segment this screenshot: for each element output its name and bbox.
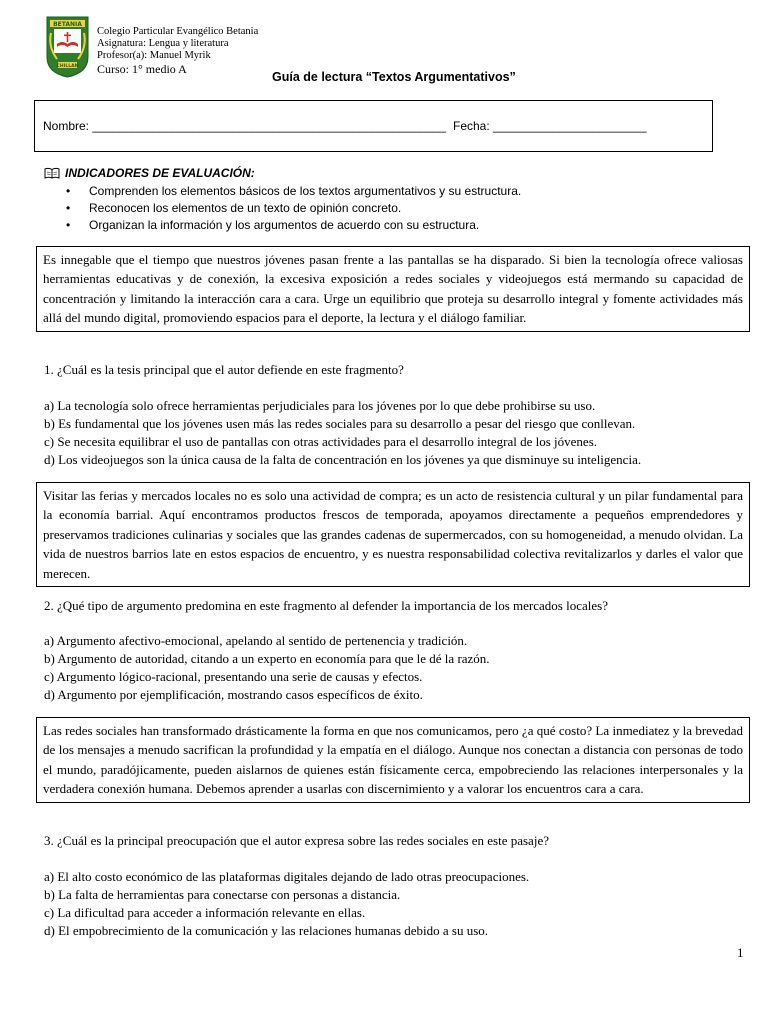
school-info xyxy=(97,26,258,76)
subject-line: Asignatura: Lengua y literatura xyxy=(97,38,229,49)
reading-passage-2: Visitar las ferias y mercados locales no es solo una actividad de compra; es un acto de resistencia cultural y un pilar fundamental para la economía barrial. Aquí encontramos productos frescos de temporada, apoyamos directamente a pequeños emprendedores y preservamos tradiciones culinarias y sociales que las grandes cadenas de supermercados, con su homogeneidad, a menudo olvidan. La vida de nuestros barrios late en estos espacios de encuentro, y es nuestra responsabilidad colectiva revitalizarlos y darles el valor que merecen. xyxy=(36,482,750,587)
page-number: 1 xyxy=(737,945,744,960)
question-1: 1. ¿Cuál es la tesis principal que el autor defiende en este fragmento? xyxy=(44,362,404,377)
document-title: Guía de lectura “Textos Argumentativos” xyxy=(272,70,516,84)
answer-options-2 xyxy=(44,632,490,704)
indicators-list xyxy=(44,183,521,234)
answer-option-b[interactable]: b) La falta de herramientas para conectarse con personas a distancia. xyxy=(44,887,401,902)
answer-option-a[interactable]: a) El alto costo económico de las plataformas digitales dejando de lado otras preocupaciones. xyxy=(44,869,530,884)
answer-option-d[interactable]: d) Argumento por ejemplificación, mostrando casos específicos de éxito. xyxy=(44,687,423,702)
answer-option-a[interactable]: a) Argumento afectivo-emocional, apelando al sentido de pertenencia y tradición. xyxy=(44,633,468,648)
answer-option-c[interactable]: c) Argumento lógico-racional, presentando una serie de causas y efectos. xyxy=(44,669,423,684)
answer-options-1 xyxy=(44,397,641,469)
answer-options-3 xyxy=(44,868,529,940)
answer-option-d[interactable]: d) El empobrecimiento de la comunicación y las relaciones humanas debido a su uso. xyxy=(44,923,489,938)
course-line: Curso: 1° medio A xyxy=(97,62,187,76)
answer-option-b[interactable]: b) Argumento de autoridad, citando a un experto en economía para que le dé la razón. xyxy=(44,651,490,666)
evaluation-indicators xyxy=(44,166,521,234)
indicators-heading xyxy=(44,166,521,180)
svg-text:CHILLAN: CHILLAN xyxy=(56,64,79,69)
answer-option-a[interactable]: a) La tecnología solo ofrece herramientas perjudiciales para los jóvenes por lo que debe prohibirse su uso. xyxy=(44,398,596,413)
school-name: Colegio Particular Evangélico Betania xyxy=(97,26,259,37)
reading-passage-1: Es innegable que el tiempo que nuestros jóvenes pasan frente a las pantallas se ha disparado. Si bien la tecnología ofrece valiosas herramientas educativas y de conexión, la excesiva exposición a redes sociales y videojuegos está mermando su capacidad de concentración y limitando la interacción cara a cara. Urge un equilibrio que proteja su desarrollo integral y fomente actividades más allá del mundo digital, promoviendo espacios para el deporte, la lectura y el diálogo familiar. xyxy=(36,246,750,332)
open-book-icon xyxy=(44,167,60,179)
school-crest-logo xyxy=(45,15,90,78)
teacher-line: Profesor(a): Manuel Myrik xyxy=(97,50,211,61)
answer-option-c[interactable]: c) Se necesita equilibrar el uso de pantallas con otras actividades para el desarrollo integral de los jóvenes. xyxy=(44,434,598,449)
indicator-item: • Comprenden los elementos básicos de los textos argumentativos y su estructura. xyxy=(44,183,521,200)
name-field[interactable]: Nombre: _____________________________________________________ xyxy=(43,119,447,133)
student-info-box xyxy=(34,100,713,152)
answer-option-c[interactable]: c) La dificultad para acceder a información relevante en ellas. xyxy=(44,905,366,920)
date-field[interactable]: Fecha: _______________________ xyxy=(453,119,647,133)
svg-text:BETANIA: BETANIA xyxy=(53,21,82,28)
question-3: 3. ¿Cuál es la principal preocupación que el autor expresa sobre las redes sociales en este pasaje? xyxy=(44,833,549,848)
answer-option-b[interactable]: b) Es fundamental que los jóvenes usen más las redes sociales para su desarrollo a pesar del riesgo que conllevan. xyxy=(44,416,636,431)
question-2: 2. ¿Qué tipo de argumento predomina en este fragmento al defender la importancia de los mercados locales? xyxy=(44,598,608,613)
reading-passage-3: Las redes sociales han transformado drásticamente la forma en que nos comunicamos, pero ¿a qué costo? La inmediatez y la brevedad de los mensajes a menudo sacrifican la profundidad y la empatía en el diálogo. Aunque nos conectan a distancia con personas de todo el mundo, paradójicamente, pueden aislarnos de quienes están físicamente cerca, empobreciendo las relaciones interpersonales y la verdadera conexión humana. Debemos aprender a usarlas con discernimiento y a valorar los encuentros cara a cara. xyxy=(36,717,750,803)
indicator-item: • Organizan la información y los argumentos de acuerdo con su estructura. xyxy=(44,217,521,234)
indicators-title: INDICADORES DE EVALUACIÓN: xyxy=(65,166,255,180)
answer-option-d[interactable]: d) Los videojuegos son la única causa de la falta de concentración en los jóvenes ya que disminuye su inteligencia. xyxy=(44,452,642,467)
indicator-item: • Reconocen los elementos de un texto de opinión concreto. xyxy=(44,200,521,217)
